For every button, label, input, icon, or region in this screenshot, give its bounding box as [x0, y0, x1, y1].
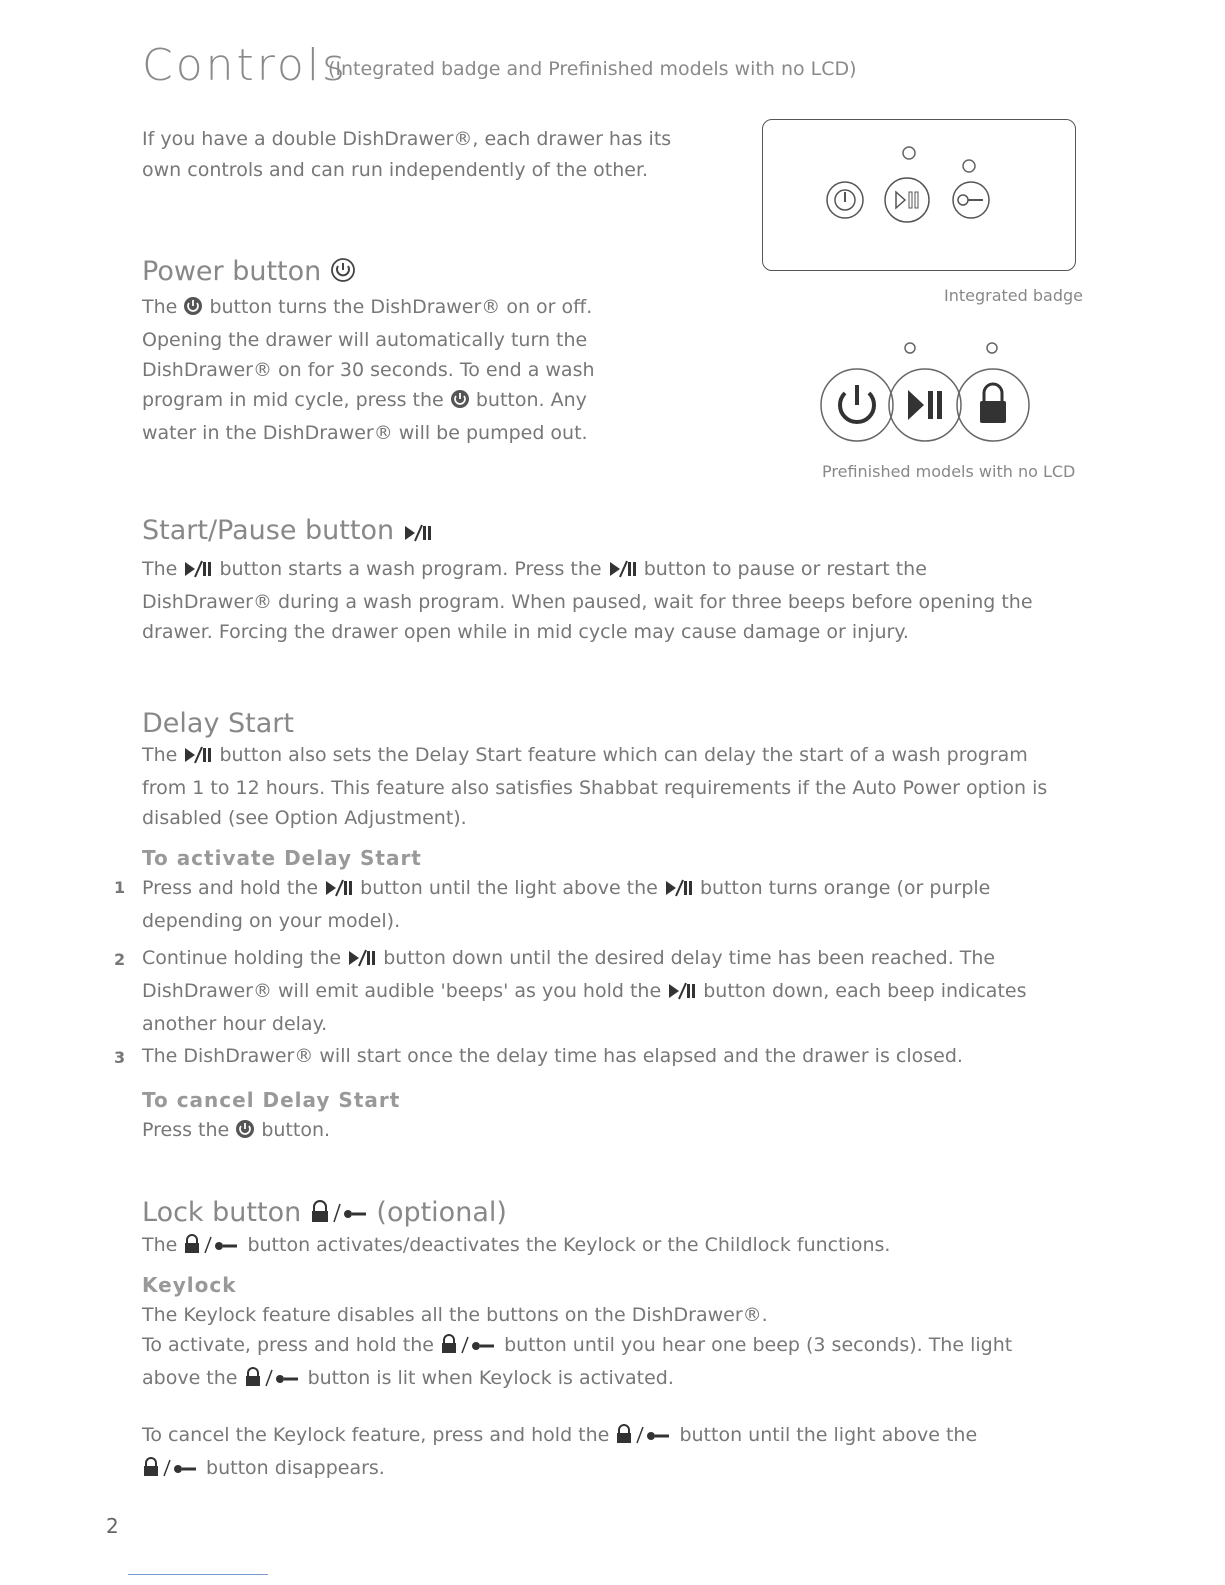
power-icon	[183, 295, 203, 325]
cancel-delay-paragraph: Press the button.	[142, 1115, 330, 1148]
delay-start-paragraph: The button also sets the Delay Start feature which can delay the start of a wash program from 1 to 12 hours. This feature also satisfies Shabbat requirements if the Auto Power option is disabled (see Option Adjustment).	[142, 744, 1048, 829]
lock-key-icon	[310, 1200, 368, 1231]
delay-step-1: Press and hold the button until the light above the button turns orange (or purple depending on your model).	[142, 877, 991, 932]
keylock-paragraph: The Keylock feature disables all the buttons on the DishDrawer®. To activate, press and hold the button until you hear one beep (3 seconds). The light above the button is lit when Keylock is activated.	[142, 1300, 1102, 1396]
lock-paragraph: The button activates/deactivates the Keylock or the Childlock functions.	[142, 1230, 1102, 1263]
start-pause-icon	[183, 743, 213, 773]
keylock-heading: Keylock	[142, 1273, 237, 1297]
start-pause-icon	[183, 557, 213, 587]
start-pause-icon	[667, 979, 697, 1009]
start-pause-icon	[885, 178, 929, 222]
lock-icon	[957, 369, 1029, 441]
start-pause-icon	[608, 557, 638, 587]
page-subtitle: (Integrated badge and Prefinished models with no LCD)	[328, 58, 857, 80]
lock-key-icon	[244, 1366, 302, 1396]
power-icon	[330, 257, 356, 290]
start-pause-paragraph: The button starts a wash program. Press the button to pause or restart the DishDrawer® during a wash program. When paused, wait for three beeps before opening the drawer. Forcing the drawer open while in mid cycle may cause damage or injury.	[142, 558, 1033, 643]
delay-step-2: Continue holding the button down until the desired delay time has been reached. The DishDrawer® will emit audible 'beeps' as you hold the button down, each beep indicates another hour delay.	[142, 947, 1027, 1035]
lock-key-icon	[615, 1423, 673, 1453]
integrated-badge-figure	[762, 119, 1076, 271]
lock-key-icon	[440, 1333, 498, 1363]
power-icon	[450, 388, 470, 418]
prefinished-buttons-figure	[800, 335, 1050, 445]
start-pause-icon	[403, 518, 433, 549]
prefinished-caption: Prefinished models with no LCD	[822, 462, 1076, 481]
delay-start-heading: Delay Start	[142, 708, 294, 739]
integrated-badge-caption: Integrated badge	[944, 286, 1083, 305]
page-title: Controls	[142, 40, 348, 91]
page-number: 2	[106, 1514, 119, 1538]
start-pause-icon	[889, 369, 961, 441]
indicator-light-icon	[987, 343, 997, 353]
power-icon	[827, 182, 863, 218]
lock-key-icon	[142, 1456, 200, 1486]
step-number: 1	[114, 878, 126, 897]
power-paragraph: The button turns the DishDrawer® on or off. Opening the drawer will automatically turn the DishDrawer® on for 30 seconds. To end a wash program in mid cycle, press the button. Any water in the DishDrawer® will be pumped out.	[142, 296, 595, 444]
lock-key-icon	[183, 1233, 241, 1263]
delay-step-3: The DishDrawer® will start once the delay time has elapsed and the drawer is closed.	[142, 1045, 963, 1067]
integrated-badge-buttons	[763, 120, 1075, 270]
start-pause-icon	[664, 876, 694, 906]
indicator-light-icon	[905, 343, 915, 353]
activate-delay-heading: To activate Delay Start	[142, 846, 422, 870]
power-icon	[235, 1118, 255, 1148]
start-pause-heading: Start/Pause button	[142, 515, 433, 549]
key-icon	[953, 182, 989, 218]
footer-divider	[128, 1574, 268, 1575]
power-icon	[821, 369, 893, 441]
start-pause-icon	[324, 876, 354, 906]
step-number: 2	[114, 950, 126, 969]
intro-paragraph: If you have a double DishDrawer®, each drawer has its own controls and can run independently of the other.	[142, 128, 672, 181]
step-number: 3	[114, 1048, 126, 1067]
power-heading: Power button	[142, 256, 356, 290]
start-pause-icon	[347, 946, 377, 976]
indicator-light-icon	[963, 160, 975, 172]
lock-heading: Lock button (optional)	[142, 1197, 507, 1231]
cancel-delay-heading: To cancel Delay Start	[142, 1088, 401, 1112]
keylock-cancel-paragraph: To cancel the Keylock feature, press and hold the button until the light above the button disappears.	[142, 1420, 1102, 1486]
indicator-light-icon	[903, 147, 915, 159]
